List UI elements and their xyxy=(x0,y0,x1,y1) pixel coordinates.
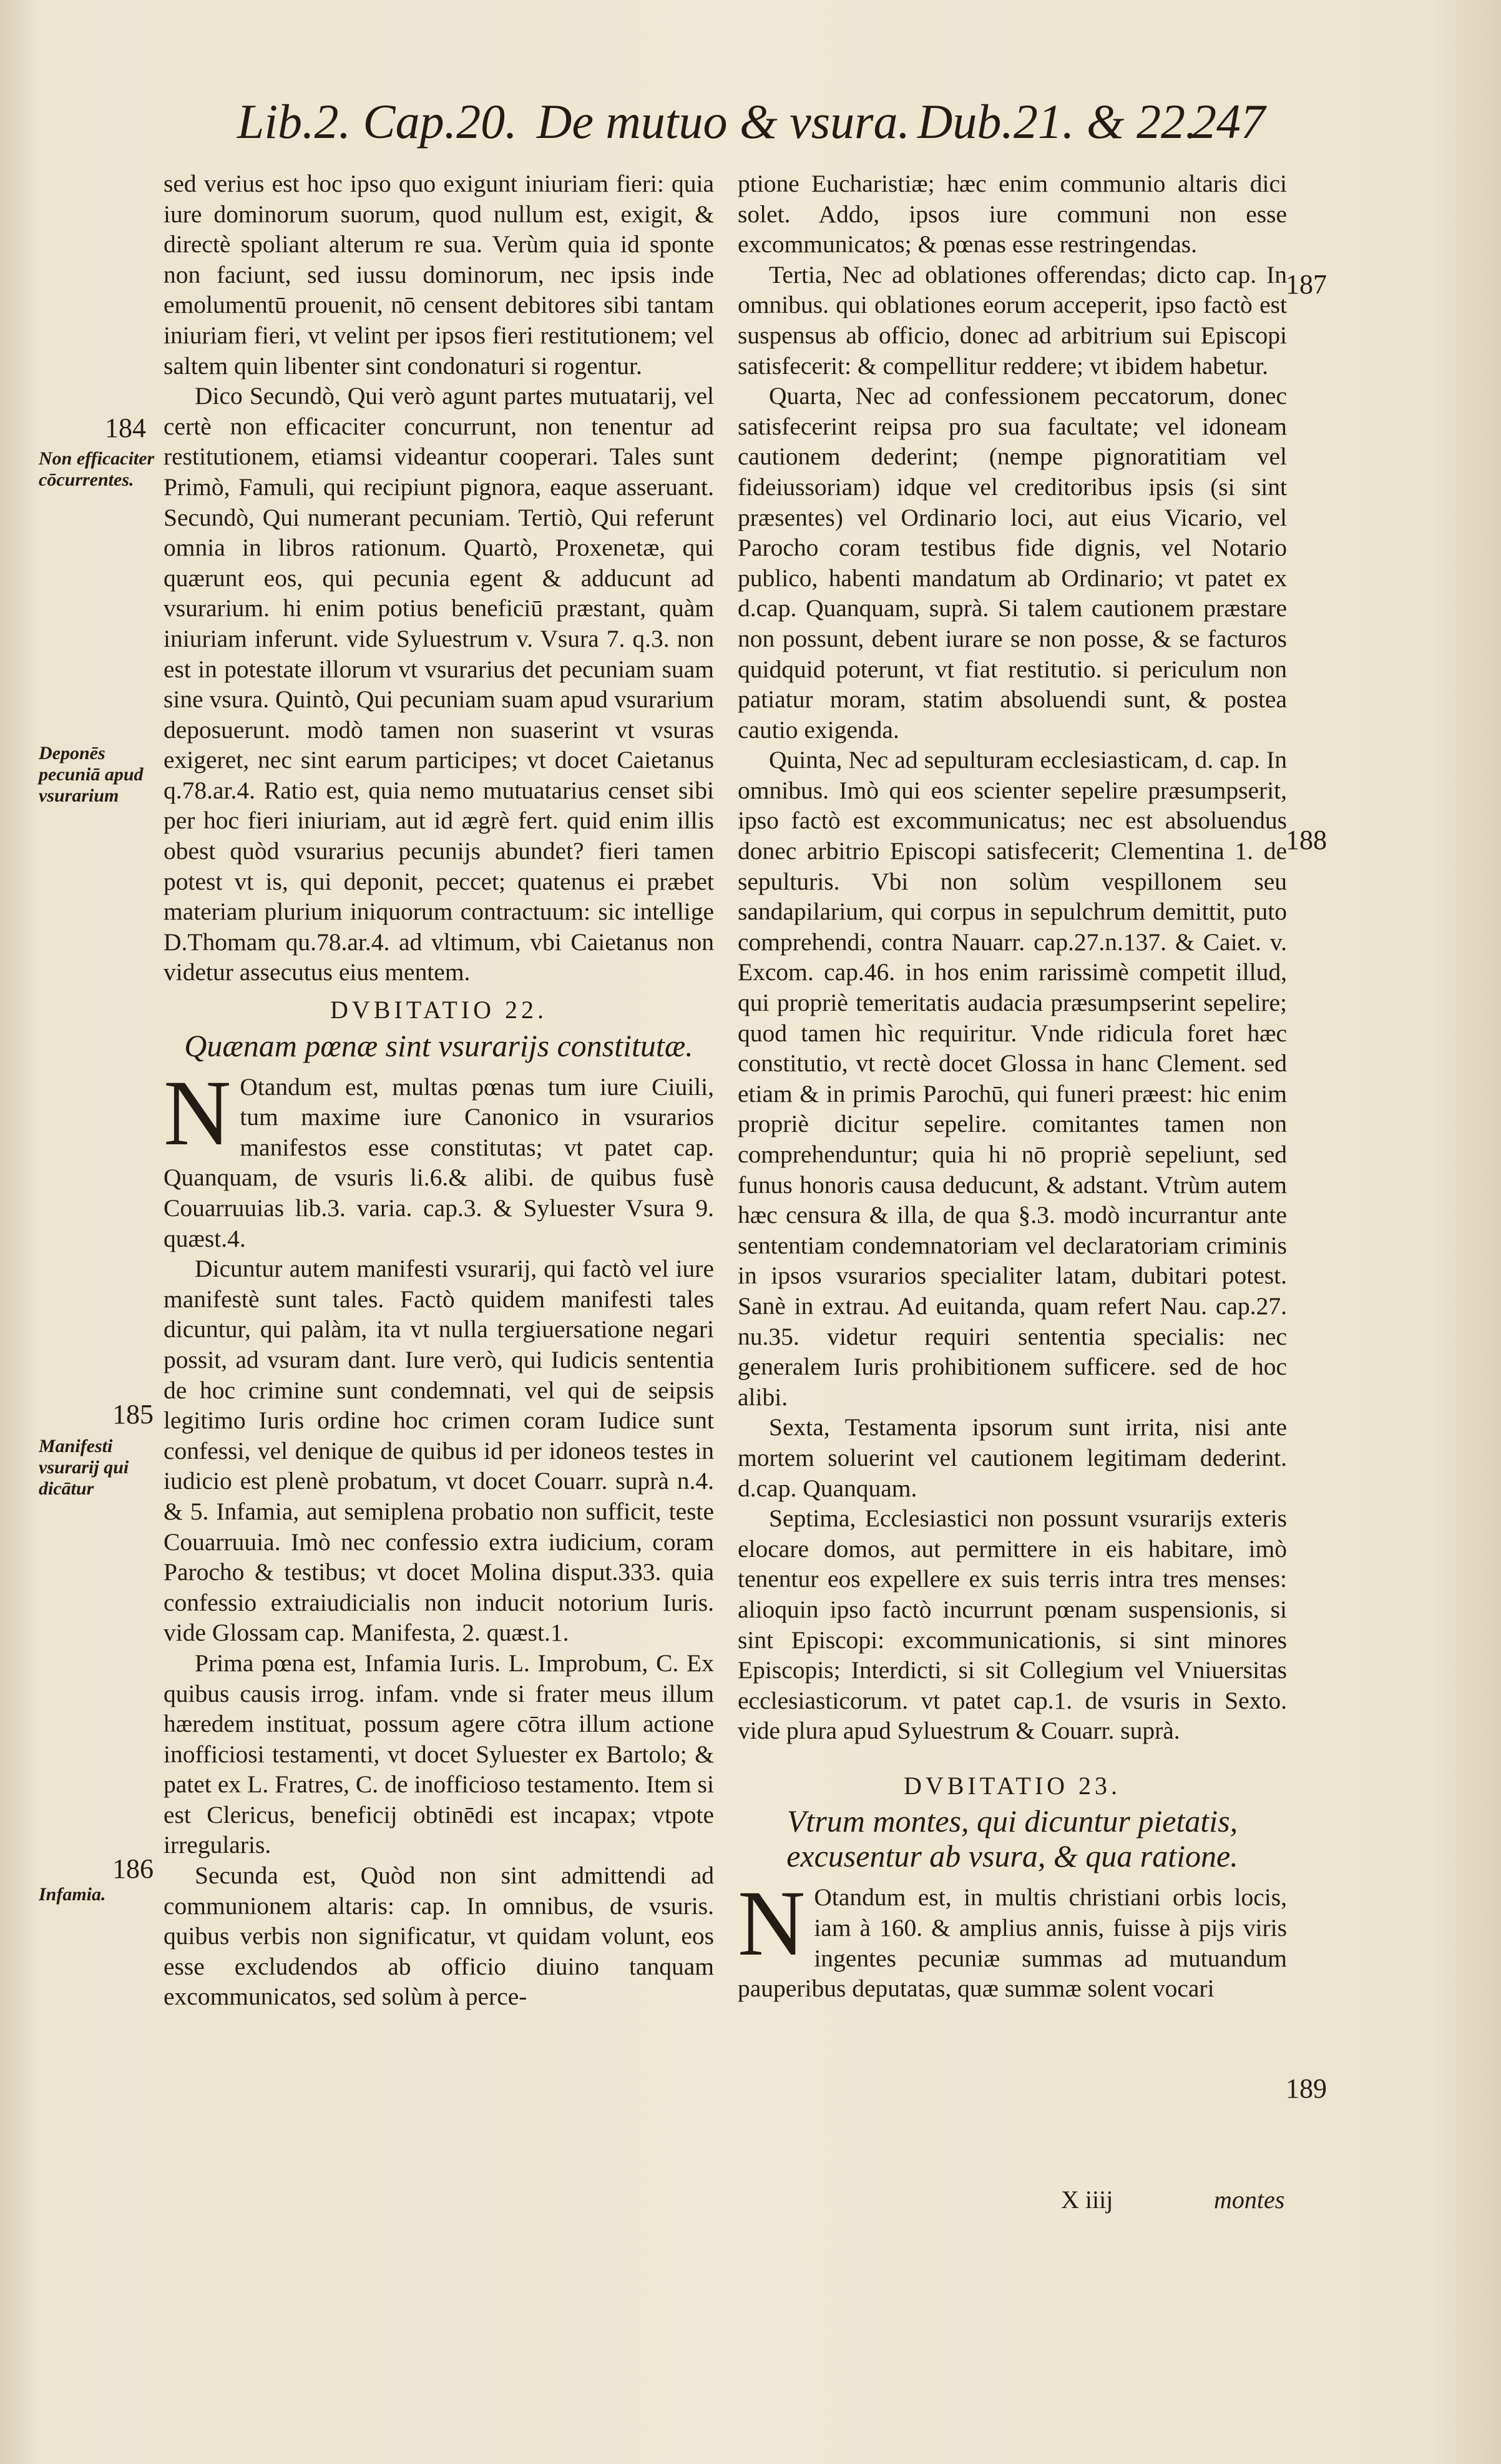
margin-number-186: 186 xyxy=(112,1853,154,1884)
paragraph: Dicuntur autem manifesti vsurarij, qui factò vel iure manifestè sunt tales. Factò quidem manifesti tales dicuntur, qui palàm, ita vt nulla tergiuersatione negari possit, ad vsuram dant. Iure verò, qui Iudicis sententia de hoc crimine sunt condemnati, vel qui de seipsis legitimo Iuris ordine hoc crimen coram Iudice sunt confessi, vel denique de quibus id per idoneos testes in iudicio est plenè probatum, vt docet Couarr. suprà n.4. & 5. Infamia, aut semiplena probatio non sufficit, teste Couarruuia. Imò nec confessio extra iudicium, coram Parocho & testibus; vt docet Molina disput.333. quia confessio extraiudicialis non inducit notorium Iuris. vide Glossam cap. Manifesta, 2. quæst.1. xyxy=(164,1255,714,1647)
running-header xyxy=(237,94,1298,156)
paragraph: ptione Eucharistiæ; hæc enim communio altaris dici solet. Addo, ipsos iure communi non esse excommunicatos; & pœnas esse restringendas. xyxy=(738,170,1287,258)
left-column xyxy=(164,169,714,2012)
paragraph: Quarta, Nec ad confessionem peccatorum, donec satisfecerint reipsa pro sua facultate; vel idoneam cautionem dederint; (nempe pignoratitiam vel fideiussoriam) idque vel creditoribus ipsis (si sint præsentes) vel Ordinario loci, aut eius Vicario, vel Parocho coram testibus fide dignis, vel Notario publico, habenti mandatum ab Ordinario; vt patet ex d.cap. Quanquam, suprà. Si talem cautionem præstare non possunt, debent iurare se non posse, & se facturos quidquid poterunt, vt fiat restitutio. si periculum non patiatur moram, statim absoluendi sunt, & postea cautio exigenda. xyxy=(738,382,1287,744)
paragraph: sed verius est hoc ipso quo exigunt iniuriam fieri: quia iure dominorum suorum, quod nullum est, exigit, & directè spoliant alterum re sua. Verùm quia id sponte non faciunt, sed iussu dominorum, nec ipsis inde emolumentū prouenit, nō censent debitores sibi tantam iniuriam fieri, vt velint per ipsos fieri restitutionem; vel saltem quin libenter sint condonaturi si rogentur. xyxy=(164,170,714,380)
paragraph: Prima pœna est, Infamia Iuris. L. Improbum, C. Ex quibus causis irrog. infam. vnde si frater meus illum hæredem instituat, possum agere cōtra illum actione inofficiosi testamenti, vt docet Syluester ex Bartolo; & patet ex L. Fratres, C. de inofficioso testamento. Item si est Clericus, beneficij obtinēdi est incapax; vtpote irregularis. xyxy=(164,1649,714,1859)
margin-number-189: 189 xyxy=(1286,2073,1327,2104)
paragraph-text: Otandum est, in multis christiani orbis locis, iam à 160. & amplius annis, fuisse à pijs viris ingentes pecuniæ summas ad mutuandum pauperibus deputatas, quæ summæ solent vocari xyxy=(738,1883,1287,2003)
drop-cap: N xyxy=(738,1872,806,1976)
right-column xyxy=(738,169,1287,2004)
margin-note-185: Manifesti vsurarij qui dicātur xyxy=(39,1436,129,1499)
paragraph: Secunda est, Quòd non sint admittendi ad communionem altaris: cap. In omnibus, de vsuris. quibus verbis non significatur, vt quidam volunt, eos esse excludendos ab officio diuino tanquam excommunicatos, sed solùm à perce- xyxy=(164,1862,714,2011)
margin-number-185: 185 xyxy=(112,1399,154,1430)
margin-note-186: Infamia. xyxy=(39,1884,106,1905)
paragraph xyxy=(738,1872,1287,2003)
signature-mark: X iiij xyxy=(1061,2186,1113,2214)
margin-number-187: 187 xyxy=(1286,269,1327,300)
margin-note-184: Non efficaciter cōcurrentes. xyxy=(39,448,155,490)
dubitatio-22-title: Quænam pœnæ sint vsurarijs constitutæ. xyxy=(184,1028,693,1063)
header-book-chapter: Lib.2. Cap.20. xyxy=(237,94,517,149)
paragraph xyxy=(164,1061,714,1254)
paragraph: Quinta, Nec ad sepulturam ecclesiasticam, d. cap. In omnibus. Imò qui eos scienter sepelire præsumpserit, ipso factò est excommunicatus; nec est absoluendus donec arbitrio Episcopi satisfecerit; Clementina 1. de sepulturis. Vbi non solùm vespillonem seu sandapilarium, qui corpus in sepulchrum demittit, puto comprehendi, contra Nauarr. cap.27.n.137. & Caiet. v. Excom. cap.46. in hos enim rarissimè competit illud, qui propriè temeritatis audacia præsumpserint sepelire; quod tamen hìc requiritur. Vnde ridicula foret hæc constitutio, vt rectè docet Glossa in hanc Clement. sed etiam & in primis Parochū, qui funeri præest: hic enim propriè dicitur sepelire. comitantes tamen non comprehenduntur; quia hi nō propriè sepeliunt, sed funus honoris causa deducunt, & adstant. Vtrùm autem hæc censura & illa, de qua §.3. modò incurrantur ante sententiam condemnatoriam vel declaratoriam criminis in ipsos vsurarios specialiter latam, dubitari potest. Sanè in extrau. Ad euitanda, quam refert Nau. cap.27. nu.35. videtur requiri sententia specialis: nec generalem Iuris prohibitionem sufficere. sed de hoc alibi. xyxy=(738,746,1287,1411)
catchword: montes xyxy=(1214,2186,1285,2214)
paragraph: Tertia, Nec ad oblationes offerendas; dicto cap. In omnibus. qui oblationes eorum acceperit, ipso factò est suspensus ab officio, donec ad arbitrium sui Episcopi satisfecerit: & compellitur reddere; vt ibidem habetur. xyxy=(738,260,1287,380)
header-title: De mutuo & vsura. xyxy=(537,94,910,149)
dubitatio-23-title: Vtrum montes, qui dicuntur pietatis, excusentur ab vsura, & qua ratione. xyxy=(786,1804,1238,1874)
header-dubitatio: Dub.21. & 22. xyxy=(917,94,1198,149)
drop-cap: N xyxy=(164,1061,232,1165)
dubitatio-22-heading: DVBITATIO 22. xyxy=(330,996,548,1024)
paragraph: Septima, Ecclesiastici non possunt vsurarijs exteris elocare domos, aut permittere in eis habitare, imò tenentur eos expellere ex suis terris intra tres menses: alioquin ipso factò incurrunt pœnam suspensionis, si sint Episcopi: excommunicationis, si sint minores Episcopis; Interdicti, si sit Collegium vel Vniuersitas ecclesiasticorum. vt patet cap.1. de vsuris in Sexto. vide plura apud Syluestrum & Couarr. suprà. xyxy=(738,1504,1287,1745)
paragraph: Dico Secundò, Qui verò agunt partes mutuatarij, vel certè non efficaciter concurrunt, non tenentur ad restitutionem, etiamsi videantur cooperari. Tales sunt Primò, Famuli, qui recipiunt pignora, eaque asseruant. Secundò, Qui numerant pecuniam. Tertiò, Qui referunt omnia in libros rationum. Quartò, Proxenetæ, qui quærunt eos, qui pecunia egent & adducunt ad vsurarium. hi enim potius beneficiū præstant, quàm iniuriam inferunt. vide Syluestrum v. Vsura 7. q.3. non est in potestate illorum vt vsurarius det pecuniam suam sine vsura. Quintò, Qui pecuniam suam apud vsurarium deposuerunt. modò tamen non suaserint vt vsuras exigeret, nec sint earum participes; vt docet Caietanus q.78.ar.4. Ratio est, quia nemo mutuatarius censet sibi per hoc fieri iniuriam, aut id ægrè fert. quid enim illis obest quòd vsurarius pecunijs abundet? fieri tamen potest vt is, qui deponit, peccet; quatenus ei præbet materiam plurium iniquorum contractuum: sic intellige D.Thomam qu.78.ar.4. ad vltimum, vbi Caietanus non videtur assecutus eius mentem. xyxy=(164,382,714,986)
margin-note-deponens: Deponēs pecuniā apud vsurarium xyxy=(39,743,144,806)
margin-number-188: 188 xyxy=(1286,825,1327,855)
page-number: 247 xyxy=(1192,94,1265,149)
dubitatio-23-heading: DVBITATIO 23. xyxy=(903,1771,1122,1800)
margin-number-184: 184 xyxy=(105,413,146,443)
paragraph: Sexta, Testamenta ipsorum sunt irrita, nisi ante mortem soluerint vel cautionem legitimam dederint. d.cap. Quanquam. xyxy=(738,1413,1287,1502)
paragraph-text: Otandum est, multas pœnas tum iure Ciuili, tum maxime iure Canonico in vsurarios manifestos esse constitutas; vt patet cap. Quanquam, de vsuris li.6.& alibi. de quibus fusè Couarruuias lib.3. varia. cap.3. & Syluester Vsura 9. quæst.4. xyxy=(164,1072,714,1252)
